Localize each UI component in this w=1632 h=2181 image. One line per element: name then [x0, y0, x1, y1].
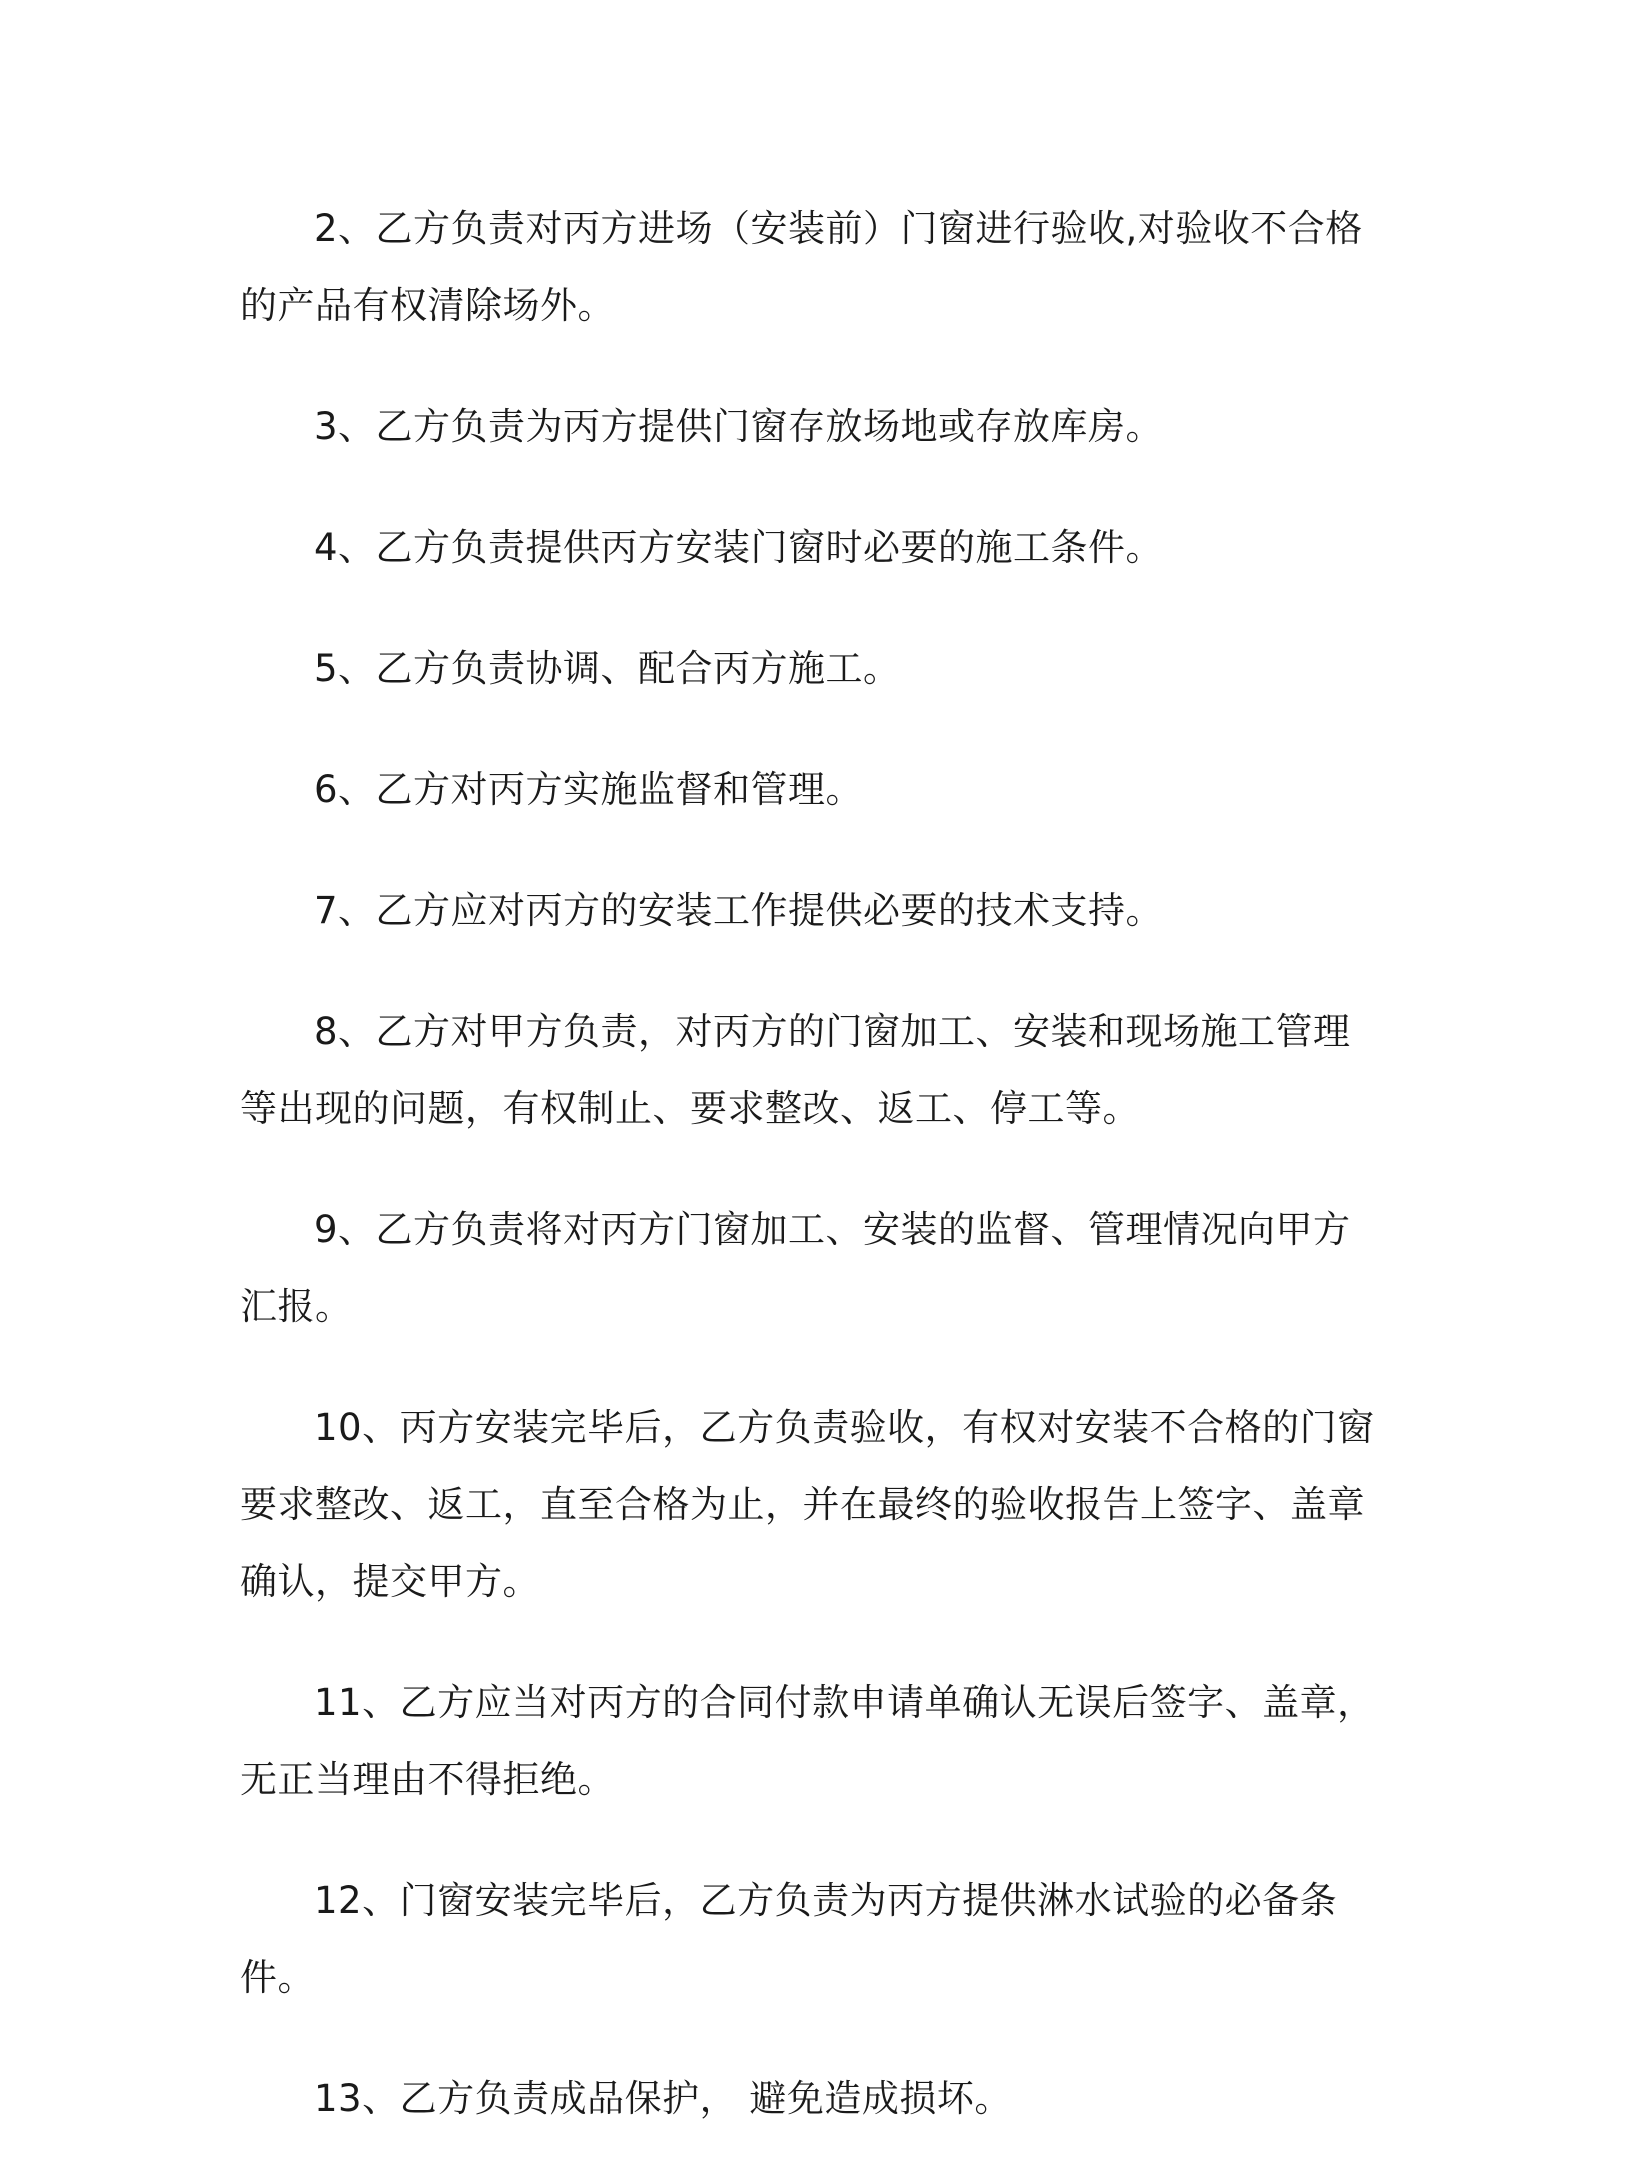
clause-11: 11、乙方应当对丙方的合同付款申请单确认无误后签字、盖章，无正当理由不得拒绝。: [240, 1681, 1375, 1801]
clause-6: 6、乙方对丙方实施监督和管理。: [314, 768, 864, 811]
document-page: [240, 190, 1376, 2181]
clause-3: 3、乙方负责为丙方提供门窗存放场地或存放库房。: [314, 405, 1164, 448]
clause-9: 9、乙方负责将对丙方门窗加工、安装的监督、管理情况向甲方汇报。: [240, 1208, 1351, 1328]
clause-4: 4、乙方负责提供丙方安装门窗时必要的施工条件。: [314, 526, 1164, 569]
clause-5: 5、乙方负责协调、配合丙方施工。: [314, 647, 901, 690]
clause-10: 10、丙方安装完毕后，乙方负责验收，有权对安装不合格的门窗要求整改、返工，直至合格为止，并在最终的验收报告上签字、盖章确认，提交甲方。: [240, 1406, 1375, 1603]
clause-8: 8、乙方对甲方负责，对丙方的门窗加工、安装和现场施工管理等出现的问题，有权制止、要求整改、返工、停工等。: [240, 1010, 1351, 1130]
clause-7: 7、乙方应对丙方的安装工作提供必要的技术支持。: [314, 889, 1164, 932]
clause-2: 2、乙方负责对丙方进场（安装前）门窗进行验收,对验收不合格的产品有权清除场外。: [240, 207, 1363, 327]
clause-12: 12、门窗安装完毕后，乙方负责为丙方提供淋水试验的必备条件。: [240, 1879, 1338, 1999]
clause-13: 13、乙方负责成品保护， 避免造成损坏。: [314, 2077, 1012, 2120]
